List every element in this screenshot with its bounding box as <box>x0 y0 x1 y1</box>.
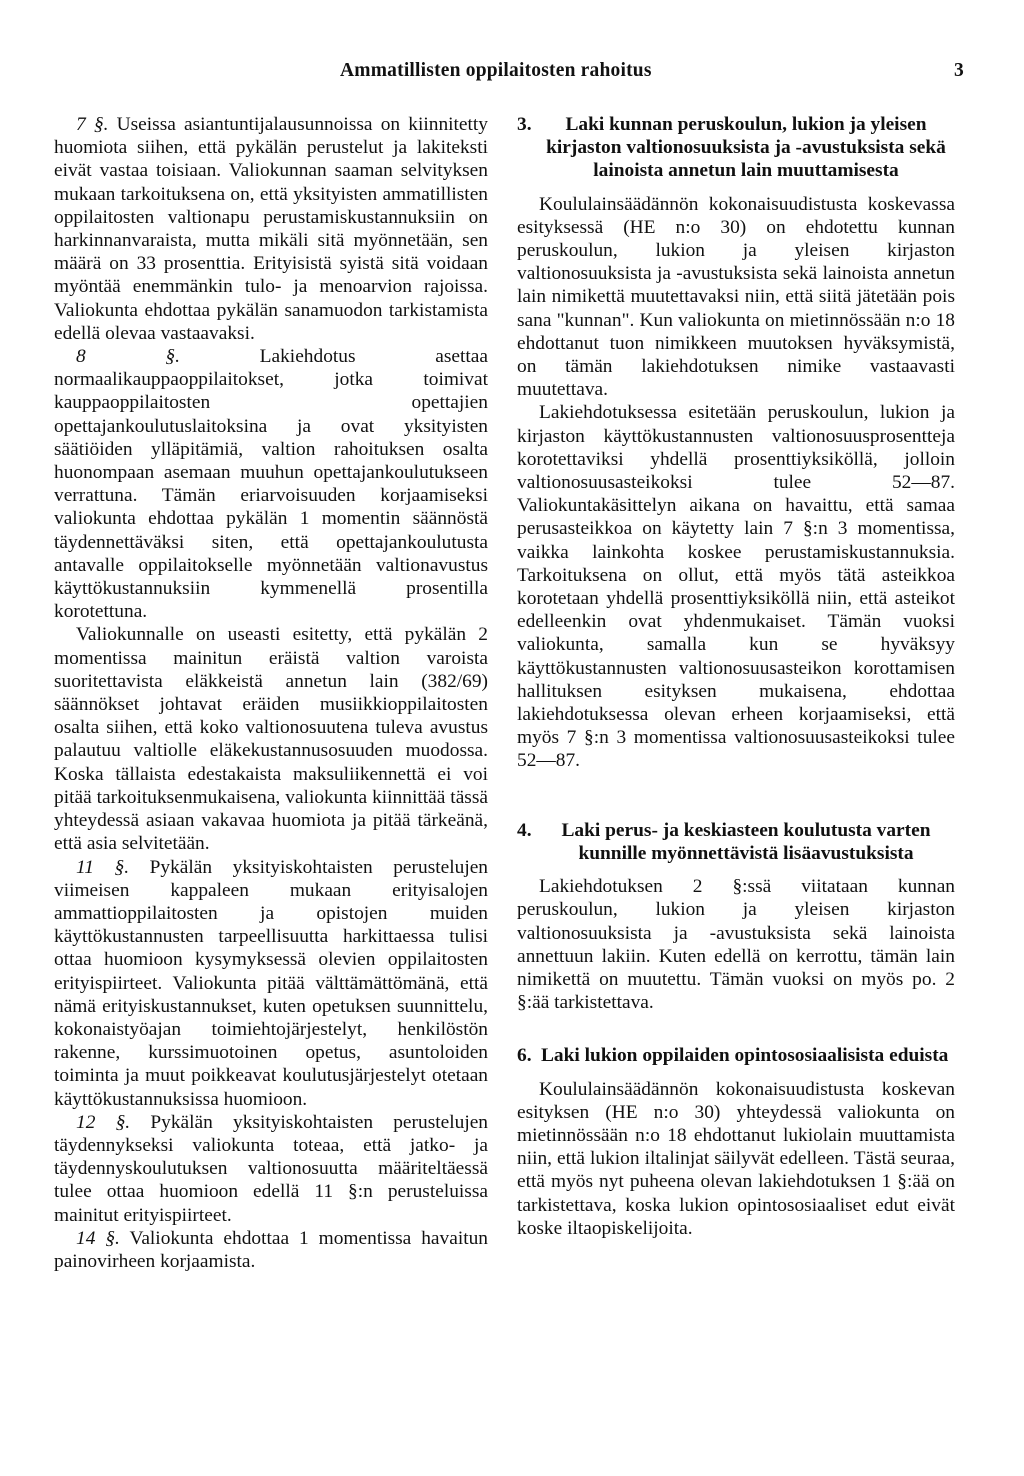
section-ref: 7 §. <box>76 114 109 135</box>
paragraph-text: Pykälän yksityiskohtaisten perustelujen viimeisen kappaleen mukaan erityisalojen ammattioppilaitosten ja opistojen muiden käyttökustannusten tarpeellisuutta harkittaessa tulisi ottaa huomioon kysymyksessä olevien oppilaitosten erityispiirteet. Valiokunta pitää välttämättömänä, että nämä erityiskustannukset, kuten opetuksen suunnittelu, kokonaistyöajan toimiehtojärjestelyt, henkilöstön rakenne, kurssimuotoinen opetus, asuntoloiden toiminta ja muut poikkeavat koulutusjärjestelyt otetaan käyttökustannuksissa huomioon. <box>54 856 489 1110</box>
section-heading-3 <box>517 113 955 183</box>
paragraph-text: Lakiehdotus asettaa normaalikauppaoppilaitokset, jotka toimivat kauppaoppilaitosten opettajien opettajankoulutuslaitoksina ja ovat yksityisten säätiöiden ylläpitämiä, valtion rahoituksen osalta huonompaan asemaan muuhun opettajankoulutukseen verrattuna. Tämän eriarvoisuuden korjaamiseksi valiokunta ehdottaa pykälän 1 momentin säännöstä täydennettäväksi siten, että opettajankoulutusta antavalle oppilaitokselle myönnetään valtionavustus käyttökustannuksiin kymmenellä prosentilla korotettuna. <box>54 346 488 623</box>
heading-number: 4. <box>517 819 532 841</box>
paragraph-text: Useissa asiantuntijalausunnoissa on kiinnitetty huomiota siihen, että pykälän perustelut ja lakiteksti eivät vastaa toisiaan. Valiokunnan saaman selvityksen mukaan tarkoituksena on, että yksityisten ammatillisten oppilaitosten valtionapu perustamiskustannuksiin on harkinnanvaraista, mutta mikäli sitä myönnetään, sen määrä on 33 prosenttia. Erityisistä syistä sitä voidaan myöntää enemmänkin tulo- ja menoarvion rajoissa. Valiokunta ehdottaa pykälän sanamuodon tarkistamista edellä olevaa vastaavaksi. <box>54 114 488 344</box>
heading-text: Laki perus- ja keskiasteen koulutusta varten kunnille myönnettävistä lisäavustuksista <box>561 819 931 864</box>
section-3-paragraph-1: Koululainsäädännön kokonaisuudistusta koskevassa esityksessä (HE n:o 30) on ehdotettu kunnan peruskoulun, lukion ja yleisen kirjaston valtionosuuksista ja -avustuksista sekä lainoista annetun lain nimikettä muutettavaksi niin, että siitä jätetään pois sana "kunnan". Kun valiokunta on mietinnössään n:o 18 ehdottanut tuon nimikkeen muutoksen hyväksymistä, on tämän lakiehdotuksen nimike vastaavasti muutettava. <box>517 193 955 401</box>
heading-number: 6. <box>517 1045 532 1067</box>
section-6-paragraph-1: Koululainsäädännön kokonaisuudistusta koskevan esityksen (HE n:o 30) yhteydessä valiokunta on mietinnössään n:o 18 ehdottanut lukiolain muuttamista niin, että lukion iltalinjat säilyvät edelleen. Tästä seuraa, että myös nyt puheena olevan lakiehdotuksen 1 §:ää on tarkistettava, koska lukion opintososiaaliset edut eivät koske iltaopiskelijoita. <box>517 1078 955 1239</box>
paragraph-8-cont: Valiokunnalle on useasti esitetty, että pykälän 2 momentissa mainitun eräistä valtion varoista suoritettavista eläkkeistä annetun lain (382/69) säännökset johtavat eräiden musiikkioppilaitosten osalta siihen, että koko valtionosuutena tuleva avustus palautuu valtiolle eläkekustannusosuuden muodossa. Koska tällaista edestakaista maksuliikennettä ei voi pitää tarkoituksenmukaisena, valiokunta kiinnittää tässä yhteydessä asiaan vakavaa huomiota ja pitää tärkeänä, että asia selvitetään. <box>54 624 488 855</box>
section-heading-4 <box>517 819 955 865</box>
heading-number: 3. <box>517 114 532 135</box>
section-ref: 12 §. <box>76 1111 131 1133</box>
left-column <box>54 113 488 1273</box>
section-ref: 11 §. <box>76 856 130 878</box>
section-ref: 14 §. <box>76 1227 120 1249</box>
heading-text: Laki kunnan peruskoulun, lukion ja yleisen kirjaston valtionosuuksista ja -avustuksista sekä lainoista annetun lain muuttamisesta <box>546 114 946 182</box>
page-number: 3 <box>954 60 964 81</box>
paragraph-text: Pykälän yksityiskohtaisten perustelujen täydennykseksi valiokunta toteaa, että jatko- ja täydennyskoulutuksen valtionosuutta määriteltäessä tulee ottaa huomioon edellä 11 §:n perusteluissa mainitut erityispiirteet. <box>54 1111 489 1226</box>
section-heading-6 <box>517 1044 955 1067</box>
paragraph-7 <box>54 113 488 345</box>
section-4-paragraph-1: Lakiehdotuksen 2 §:ssä viitataan kunnan peruskoulun, lukion ja yleisen kirjaston valtionosuuksista ja -avustuksista sekä lainoista annettuun lakiin. Kuten edellä on kerrottu, tämän lain nimikettä on muutettu. Tämän vuoksi on myös po. 2 §:ää tarkistettava. <box>517 876 955 1014</box>
paragraph-11 <box>54 856 488 1111</box>
paragraph-text: Valiokunta ehdottaa 1 momentissa havaitun painovirheen korjaamista. <box>54 1227 488 1272</box>
page-header <box>0 60 1024 90</box>
paragraph-14 <box>54 1227 488 1273</box>
running-title: Ammatillisten oppilaitosten rahoitus <box>340 60 652 81</box>
paragraph-12 <box>54 1111 488 1227</box>
right-column <box>517 113 955 1240</box>
heading-text: Laki lukion oppilaiden opintososiaalisista eduista <box>541 1045 949 1067</box>
section-ref: 8 §. <box>76 346 180 368</box>
section-3-paragraph-2: Lakiehdotuksessa esitetään peruskoulun, lukion ja kirjaston käyttökustannusten valtionosuusprosentteja korotettaviksi yhdellä prosenttiyksiköllä, jolloin valtionosuusasteikoksi tulee 52—87. Valiokuntakäsittelyn aikana on havaittu, että samaa perusasteikkoa on käytetty lain 7 §:n 3 momentissa, vaikka lainkohta koskee perustamiskustannuksia. Tarkoituksena on ollut, että myös tätä asteikkoa korotetaan yhdellä prosenttiyksiköllä niin, että asteikot edelleenkin ovat yhdenmukaiset. Tämän vuoksi valiokunta, samalla kun se hyväksyy käyttökustannusten valtionosuusasteikon korottamisen hallituksen esityksen mukaisena, ehdottaa lakiehdotuksessa olevan erheen korjaamiseksi, että myös 7 §:n 3 momentissa valtionosuusasteikoksi tulee 52—87. <box>517 402 955 772</box>
paragraph-8 <box>54 345 488 623</box>
